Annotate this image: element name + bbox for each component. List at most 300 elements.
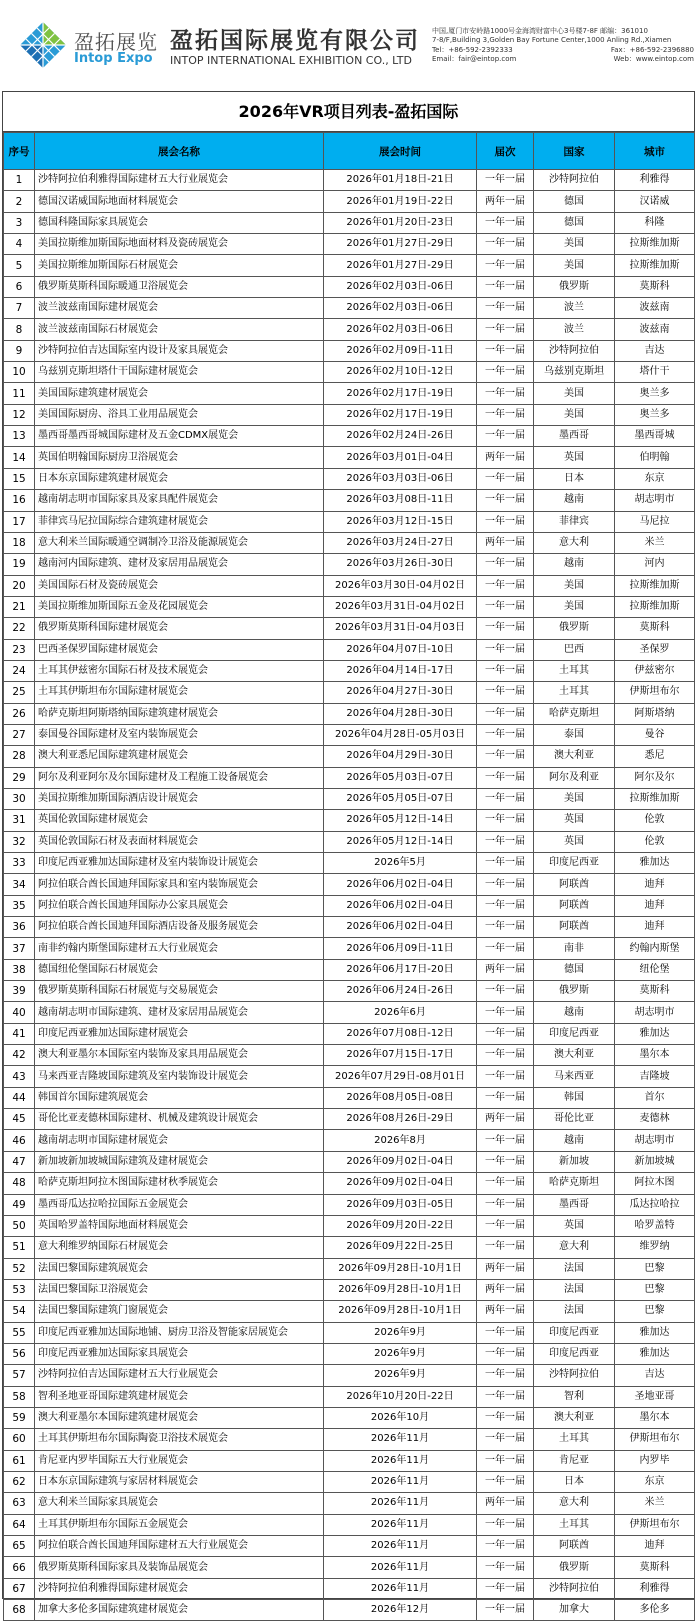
exhibition-city: 利雅得 <box>615 170 695 191</box>
exhibition-session: 一年一届 <box>477 660 534 681</box>
exhibition-date: 2026年11月 <box>324 1514 477 1535</box>
row-index: 44 <box>4 1087 35 1108</box>
exhibition-country: 美国 <box>534 383 615 404</box>
exhibition-date: 2026年11月 <box>324 1429 477 1450</box>
exhibition-country: 沙特阿拉伯 <box>534 170 615 191</box>
exhibition-name: 印度尼西亚雅加达国际建材及室内装饰设计展览会 <box>35 853 324 874</box>
row-index: 51 <box>4 1237 35 1258</box>
row-index: 58 <box>4 1386 35 1407</box>
exhibition-country: 印度尼西亚 <box>534 1343 615 1364</box>
exhibition-session: 一年一届 <box>477 1471 534 1492</box>
letterhead <box>0 0 698 84</box>
table-row <box>4 532 695 553</box>
exhibition-city: 莫斯科 <box>615 981 695 1002</box>
table-row <box>4 1045 695 1066</box>
table-row <box>4 724 695 745</box>
row-index: 31 <box>4 810 35 831</box>
exhibition-country: 美国 <box>534 234 615 255</box>
exhibition-city: 莫斯科 <box>615 618 695 639</box>
row-index: 64 <box>4 1514 35 1535</box>
exhibition-session: 一年一届 <box>477 810 534 831</box>
row-index: 30 <box>4 788 35 809</box>
exhibition-country: 意大利 <box>534 532 615 553</box>
exhibition-session: 一年一届 <box>477 596 534 617</box>
exhibition-name: 美国拉斯维加斯国际酒店设计展览会 <box>35 788 324 809</box>
row-index: 11 <box>4 383 35 404</box>
exhibition-city: 哈罗盖特 <box>615 1215 695 1236</box>
exhibition-session: 两年一届 <box>477 1279 534 1300</box>
exhibition-date: 2026年01月19日-22日 <box>324 191 477 212</box>
table-row <box>4 255 695 276</box>
exhibition-city: 伊斯坦布尔 <box>615 1429 695 1450</box>
table-row <box>4 938 695 959</box>
exhibition-city: 阿拉木图 <box>615 1173 695 1194</box>
row-index: 8 <box>4 319 35 340</box>
exhibition-country: 土耳其 <box>534 1514 615 1535</box>
exhibition-country: 沙特阿拉伯 <box>534 1578 615 1599</box>
table-row <box>4 1215 695 1236</box>
exhibition-name: 越南胡志明市国际家具及家具配件展览会 <box>35 490 324 511</box>
exhibition-country: 马来西亚 <box>534 1066 615 1087</box>
exhibition-date: 2026年05月12日-14日 <box>324 831 477 852</box>
exhibition-city: 波兹南 <box>615 319 695 340</box>
table-row <box>4 1322 695 1343</box>
exhibition-session: 一年一届 <box>477 618 534 639</box>
exhibition-date: 2026年05月05日-07日 <box>324 788 477 809</box>
exhibition-date: 2026年02月03日-06日 <box>324 319 477 340</box>
row-index: 62 <box>4 1471 35 1492</box>
exhibition-country: 法国 <box>534 1301 615 1322</box>
exhibition-session: 一年一届 <box>477 703 534 724</box>
exhibition-country: 法国 <box>534 1258 615 1279</box>
exhibition-city: 拉斯维加斯 <box>615 234 695 255</box>
exhibition-country: 巴西 <box>534 639 615 660</box>
exhibition-name: 法国巴黎国际建筑展览会 <box>35 1258 324 1279</box>
exhibition-city: 伊斯坦布尔 <box>615 682 695 703</box>
exhibition-city: 约翰内斯堡 <box>615 938 695 959</box>
table-row <box>4 788 695 809</box>
exhibition-name: 美国拉斯维加斯国际石材展览会 <box>35 255 324 276</box>
exhibition-city: 雅加达 <box>615 1343 695 1364</box>
exhibition-session: 一年一届 <box>477 639 534 660</box>
exhibition-city: 马尼拉 <box>615 511 695 532</box>
exhibition-country: 韩国 <box>534 1087 615 1108</box>
row-index: 33 <box>4 853 35 874</box>
table-row <box>4 276 695 297</box>
exhibition-date: 2026年03月30日-04月02日 <box>324 575 477 596</box>
exhibition-country: 泰国 <box>534 724 615 745</box>
table-row <box>4 767 695 788</box>
exhibition-city: 拉斯维加斯 <box>615 596 695 617</box>
exhibition-country: 美国 <box>534 575 615 596</box>
address-en: 7-8/F,Building 3,Golden Bay Fortune Center,1000 Anling Rd.,Xiamen <box>432 36 672 45</box>
exhibition-name: 阿尔及利亚阿尔及尔国际建材及工程施工设备展览会 <box>35 767 324 788</box>
exhibition-session: 一年一届 <box>477 1514 534 1535</box>
exhibition-session: 一年一届 <box>477 981 534 1002</box>
exhibition-country: 印度尼西亚 <box>534 1023 615 1044</box>
exhibition-city: 拉斯维加斯 <box>615 255 695 276</box>
exhibition-session: 一年一届 <box>477 1130 534 1151</box>
exhibition-city: 伦敦 <box>615 810 695 831</box>
exhibition-city: 汉诺威 <box>615 191 695 212</box>
table-row <box>4 1173 695 1194</box>
exhibition-session: 一年一届 <box>477 575 534 596</box>
exhibition-city: 圣保罗 <box>615 639 695 660</box>
exhibition-session: 一年一届 <box>477 938 534 959</box>
exhibition-city: 圣地亚哥 <box>615 1386 695 1407</box>
exhibition-session: 一年一届 <box>477 1600 534 1621</box>
exhibition-date: 2026年03月12日-15日 <box>324 511 477 532</box>
exhibition-city: 悉尼 <box>615 746 695 767</box>
row-index: 4 <box>4 234 35 255</box>
exhibition-city: 伦敦 <box>615 831 695 852</box>
exhibition-city: 胡志明市 <box>615 1130 695 1151</box>
exhibition-city: 米兰 <box>615 1493 695 1514</box>
table-row <box>4 383 695 404</box>
table-row <box>4 340 695 361</box>
exhibition-session: 两年一届 <box>477 1493 534 1514</box>
exhibition-name: 美国国际厨房、浴具工业用品展览会 <box>35 404 324 425</box>
exhibition-name: 土耳其伊斯坦布尔国际建材展览会 <box>35 682 324 703</box>
exhibition-date: 2026年06月02日-04日 <box>324 874 477 895</box>
exhibition-name: 印度尼西亚雅加达国际建材展览会 <box>35 1023 324 1044</box>
exhibition-country: 阿联酋 <box>534 1536 615 1557</box>
exhibition-country: 墨西哥 <box>534 426 615 447</box>
exhibition-session: 一年一届 <box>477 853 534 874</box>
exhibition-session: 一年一届 <box>477 234 534 255</box>
row-index: 32 <box>4 831 35 852</box>
exhibition-country: 俄罗斯 <box>534 276 615 297</box>
exhibition-city: 河内 <box>615 554 695 575</box>
exhibition-name: 墨西哥瓜达拉哈拉国际五金展览会 <box>35 1194 324 1215</box>
table-row <box>4 1087 695 1108</box>
exhibition-session: 一年一届 <box>477 767 534 788</box>
exhibition-session: 一年一届 <box>477 383 534 404</box>
row-index: 21 <box>4 596 35 617</box>
col-header-country: 国家 <box>534 133 615 170</box>
exhibition-session: 两年一届 <box>477 1109 534 1130</box>
exhibition-session: 两年一届 <box>477 959 534 980</box>
exhibition-session: 一年一届 <box>477 1557 534 1578</box>
exhibition-city: 瓜达拉哈拉 <box>615 1194 695 1215</box>
exhibition-name: 美国拉斯维加斯国际地面材料及瓷砖展览会 <box>35 234 324 255</box>
exhibition-city: 阿斯塔纳 <box>615 703 695 724</box>
exhibition-name: 俄罗斯莫斯科国际石材展览与交易展览会 <box>35 981 324 1002</box>
exhibition-date: 2026年07月15日-17日 <box>324 1045 477 1066</box>
row-index: 43 <box>4 1066 35 1087</box>
row-index: 22 <box>4 618 35 639</box>
table-row <box>4 810 695 831</box>
brand-name-cn: 盈拓展览 <box>74 30 158 54</box>
exhibition-name: 法国巴黎国际卫浴展览会 <box>35 1279 324 1300</box>
exhibition-city: 拉斯维加斯 <box>615 788 695 809</box>
table-row <box>4 170 695 191</box>
row-index: 48 <box>4 1173 35 1194</box>
exhibition-country: 日本 <box>534 1471 615 1492</box>
exhibition-name: 泰国曼谷国际建材及室内装饰展览会 <box>35 724 324 745</box>
exhibition-date: 2026年07月29日-08月01日 <box>324 1066 477 1087</box>
exhibition-name: 肯尼亚内罗毕国际五大行业展览会 <box>35 1450 324 1471</box>
row-index: 1 <box>4 170 35 191</box>
exhibition-city: 雅加达 <box>615 853 695 874</box>
exhibition-name: 新加坡新加坡城国际建筑及建材展览会 <box>35 1151 324 1172</box>
exhibition-date: 2026年02月17日-19日 <box>324 404 477 425</box>
exhibition-name: 土耳其伊兹密尔国际石材及技术展览会 <box>35 660 324 681</box>
table-row <box>4 191 695 212</box>
exhibition-session: 一年一届 <box>477 404 534 425</box>
exhibition-city: 莫斯科 <box>615 1557 695 1578</box>
exhibition-name: 英国伦敦国际石材及表面材料展览会 <box>35 831 324 852</box>
exhibition-name: 德国科隆国际家具展览会 <box>35 212 324 233</box>
exhibition-name: 哈萨克斯坦阿斯塔纳国际建筑建材展览会 <box>35 703 324 724</box>
row-index: 56 <box>4 1343 35 1364</box>
exhibition-session: 一年一届 <box>477 1365 534 1386</box>
row-index: 59 <box>4 1407 35 1428</box>
exhibition-date: 2026年04月28日-05月03日 <box>324 724 477 745</box>
exhibition-country: 加拿大 <box>534 1600 615 1621</box>
exhibition-session: 两年一届 <box>477 1301 534 1322</box>
exhibition-city: 维罗纳 <box>615 1237 695 1258</box>
exhibition-city: 纽伦堡 <box>615 959 695 980</box>
exhibition-session: 一年一届 <box>477 554 534 575</box>
exhibition-name: 哥伦比亚麦德林国际建材、机械及建筑设计展览会 <box>35 1109 324 1130</box>
table-row <box>4 660 695 681</box>
row-index: 12 <box>4 404 35 425</box>
exhibition-city: 胡志明市 <box>615 1002 695 1023</box>
exhibition-name: 阿拉伯联合酋长国迪拜国际建材五大行业展览会 <box>35 1536 324 1557</box>
exhibition-date: 2026年9月 <box>324 1343 477 1364</box>
exhibition-session: 一年一届 <box>477 1194 534 1215</box>
table-row <box>4 1066 695 1087</box>
row-index: 36 <box>4 917 35 938</box>
exhibition-name: 印度尼西亚雅加达国际地铺、厨房卫浴及智能家居展览会 <box>35 1322 324 1343</box>
table-row <box>4 362 695 383</box>
col-header-name: 展会名称 <box>35 133 324 170</box>
exhibition-date: 2026年03月03日-06日 <box>324 468 477 489</box>
exhibition-city: 伊斯坦布尔 <box>615 1514 695 1535</box>
email-link[interactable]: Email：fair@eintop.com <box>432 55 517 64</box>
row-index: 66 <box>4 1557 35 1578</box>
exhibition-city: 阿尔及尔 <box>615 767 695 788</box>
table-row <box>4 1450 695 1471</box>
exhibition-city: 墨西哥城 <box>615 426 695 447</box>
exhibition-city: 胡志明市 <box>615 490 695 511</box>
exhibition-country: 美国 <box>534 596 615 617</box>
exhibition-session: 一年一届 <box>477 682 534 703</box>
exhibition-city: 迪拜 <box>615 895 695 916</box>
row-index: 60 <box>4 1429 35 1450</box>
exhibition-date: 2026年05月12日-14日 <box>324 810 477 831</box>
brand-name-en: Intop Expo <box>74 51 153 66</box>
table-row <box>4 319 695 340</box>
table-row <box>4 639 695 660</box>
exhibition-sheet <box>2 91 695 1617</box>
exhibition-date: 2026年12月 <box>324 1600 477 1621</box>
company-name-en: INTOP INTERNATIONAL EXHIBITION CO., LTD <box>170 54 412 67</box>
exhibition-date: 2026年11月 <box>324 1471 477 1492</box>
exhibition-date: 2026年06月09日-11日 <box>324 938 477 959</box>
exhibition-city: 伯明翰 <box>615 447 695 468</box>
exhibition-name: 越南河内国际建筑、建材及家居用品展览会 <box>35 554 324 575</box>
table-row <box>4 1386 695 1407</box>
exhibition-session: 一年一届 <box>477 255 534 276</box>
row-index: 15 <box>4 468 35 489</box>
row-index: 46 <box>4 1130 35 1151</box>
table-row <box>4 1600 695 1621</box>
exhibition-date: 2026年09月28日-10月1日 <box>324 1301 477 1322</box>
exhibition-country: 阿联酋 <box>534 917 615 938</box>
exhibition-country: 澳大利亚 <box>534 1045 615 1066</box>
exhibition-date: 2026年01月27日-29日 <box>324 255 477 276</box>
exhibition-session: 一年一届 <box>477 874 534 895</box>
exhibition-session: 一年一届 <box>477 468 534 489</box>
row-index: 3 <box>4 212 35 233</box>
exhibition-city: 东京 <box>615 1471 695 1492</box>
row-index: 53 <box>4 1279 35 1300</box>
exhibition-name: 意大利米兰国际家具展览会 <box>35 1493 324 1514</box>
exhibition-city: 多伦多 <box>615 1600 695 1621</box>
exhibition-table <box>3 132 695 1621</box>
table-row <box>4 853 695 874</box>
exhibition-session: 一年一届 <box>477 276 534 297</box>
table-row <box>4 1151 695 1172</box>
exhibition-name: 越南胡志明市国际建筑、建材及家居用品展览会 <box>35 1002 324 1023</box>
exhibition-date: 2026年11月 <box>324 1578 477 1599</box>
row-index: 57 <box>4 1365 35 1386</box>
exhibition-name: 马来西亚吉隆坡国际建筑及室内装饰设计展览会 <box>35 1066 324 1087</box>
exhibition-name: 英国哈罗盖特国际地面材料展览会 <box>35 1215 324 1236</box>
table-row <box>4 1471 695 1492</box>
address-cn: 中国,厦门市安岭路1000号金海湾财富中心3号楼7-8F 邮编：361010 <box>432 27 648 35</box>
exhibition-name: 阿拉伯联合酋长国迪拜国际家具和室内装饰展览会 <box>35 874 324 895</box>
exhibition-city: 奥兰多 <box>615 383 695 404</box>
exhibition-date: 2026年10月 <box>324 1407 477 1428</box>
exhibition-country: 德国 <box>534 212 615 233</box>
exhibition-date: 2026年07月08日-12日 <box>324 1023 477 1044</box>
exhibition-name: 沙特阿拉伯利雅得国际建材展览会 <box>35 1578 324 1599</box>
exhibition-session: 两年一届 <box>477 532 534 553</box>
exhibition-session: 一年一届 <box>477 1343 534 1364</box>
exhibition-name: 沙特阿拉伯吉达国际室内设计及家具展览会 <box>35 340 324 361</box>
exhibition-session: 一年一届 <box>477 788 534 809</box>
exhibition-city: 麦德林 <box>615 1109 695 1130</box>
exhibition-country: 美国 <box>534 255 615 276</box>
row-index: 28 <box>4 746 35 767</box>
row-index: 29 <box>4 767 35 788</box>
exhibition-date: 2026年6月 <box>324 1002 477 1023</box>
exhibition-date: 2026年11月 <box>324 1536 477 1557</box>
exhibition-name: 韩国首尔国际建筑展览会 <box>35 1087 324 1108</box>
exhibition-name: 英国伦敦国际建材展览会 <box>35 810 324 831</box>
row-index: 65 <box>4 1536 35 1557</box>
exhibition-date: 2026年08月26日-29日 <box>324 1109 477 1130</box>
table-row <box>4 596 695 617</box>
exhibition-country: 哈萨克斯坦 <box>534 703 615 724</box>
exhibition-session: 一年一届 <box>477 1066 534 1087</box>
row-index: 49 <box>4 1194 35 1215</box>
exhibition-date: 2026年04月28日-30日 <box>324 703 477 724</box>
exhibition-session: 一年一届 <box>477 1023 534 1044</box>
row-index: 34 <box>4 874 35 895</box>
exhibition-date: 2026年09月28日-10月1日 <box>324 1258 477 1279</box>
row-index: 50 <box>4 1215 35 1236</box>
exhibition-name: 意大利米兰国际暖通空调制冷卫浴及能源展览会 <box>35 532 324 553</box>
exhibition-country: 俄罗斯 <box>534 1557 615 1578</box>
exhibition-city: 拉斯维加斯 <box>615 575 695 596</box>
exhibition-name: 德国纽伦堡国际石材展览会 <box>35 959 324 980</box>
exhibition-session: 一年一届 <box>477 1578 534 1599</box>
row-index: 42 <box>4 1045 35 1066</box>
exhibition-name: 日本东京国际建筑与家居材料展览会 <box>35 1471 324 1492</box>
exhibition-session: 一年一届 <box>477 511 534 532</box>
table-row <box>4 831 695 852</box>
exhibition-date: 2026年01月27日-29日 <box>324 234 477 255</box>
exhibition-city: 吉达 <box>615 1365 695 1386</box>
table-row <box>4 511 695 532</box>
intop-logo-icon <box>18 20 68 70</box>
exhibition-date: 2026年06月02日-04日 <box>324 917 477 938</box>
table-row <box>4 298 695 319</box>
row-index: 54 <box>4 1301 35 1322</box>
exhibition-date: 2026年04月29日-30日 <box>324 746 477 767</box>
exhibition-country: 越南 <box>534 490 615 511</box>
table-row <box>4 1514 695 1535</box>
row-index: 67 <box>4 1578 35 1599</box>
exhibition-date: 2026年11月 <box>324 1557 477 1578</box>
exhibition-country: 沙特阿拉伯 <box>534 1365 615 1386</box>
exhibition-date: 2026年11月 <box>324 1450 477 1471</box>
exhibition-session: 一年一届 <box>477 1450 534 1471</box>
exhibition-name: 澳大利亚墨尔本国际室内装饰及家具用品展览会 <box>35 1045 324 1066</box>
exhibition-session: 一年一届 <box>477 1151 534 1172</box>
exhibition-session: 一年一届 <box>477 340 534 361</box>
row-index: 38 <box>4 959 35 980</box>
exhibition-country: 澳大利亚 <box>534 746 615 767</box>
exhibition-name: 印度尼西亚雅加达国际家具展览会 <box>35 1343 324 1364</box>
exhibition-country: 越南 <box>534 1130 615 1151</box>
table-row <box>4 426 695 447</box>
exhibition-session: 一年一届 <box>477 1087 534 1108</box>
row-index: 16 <box>4 490 35 511</box>
exhibition-session: 一年一届 <box>477 298 534 319</box>
exhibition-country: 美国 <box>534 404 615 425</box>
exhibition-date: 2026年02月24日-26日 <box>324 426 477 447</box>
exhibition-name: 南非约翰内斯堡国际建材五大行业展览会 <box>35 938 324 959</box>
web-link[interactable]: Web：www.eintop.com <box>613 55 694 64</box>
exhibition-name: 沙特阿拉伯吉达国际建材五大行业展览会 <box>35 1365 324 1386</box>
exhibition-session: 一年一届 <box>477 1322 534 1343</box>
exhibition-country: 俄罗斯 <box>534 618 615 639</box>
row-index: 41 <box>4 1023 35 1044</box>
exhibition-date: 2026年05月03日-07日 <box>324 767 477 788</box>
exhibition-session: 一年一届 <box>477 831 534 852</box>
exhibition-session: 一年一届 <box>477 1386 534 1407</box>
exhibition-city: 雅加达 <box>615 1023 695 1044</box>
exhibition-city: 东京 <box>615 468 695 489</box>
exhibition-city: 莫斯科 <box>615 276 695 297</box>
table-row <box>4 1279 695 1300</box>
table-row <box>4 1002 695 1023</box>
row-index: 18 <box>4 532 35 553</box>
exhibition-date: 2026年06月17日-20日 <box>324 959 477 980</box>
exhibition-country: 俄罗斯 <box>534 981 615 1002</box>
row-index: 45 <box>4 1109 35 1130</box>
exhibition-session: 一年一届 <box>477 490 534 511</box>
row-index: 61 <box>4 1450 35 1471</box>
fax: Fax：+86-592-2396880 <box>610 45 694 54</box>
exhibition-session: 一年一届 <box>477 212 534 233</box>
exhibition-session: 两年一届 <box>477 447 534 468</box>
